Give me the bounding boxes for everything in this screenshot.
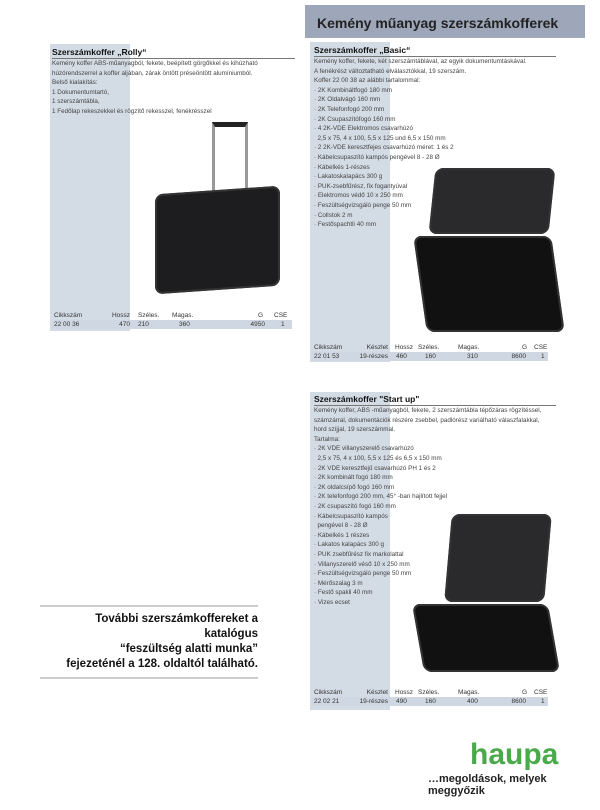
- table-row: [52, 320, 292, 329]
- col-header: CSE: [534, 344, 548, 351]
- startup-case-image: [412, 604, 560, 672]
- basic-table: [312, 343, 548, 361]
- table-row: [312, 352, 548, 361]
- cell: 4950: [250, 321, 265, 328]
- cell: 8600: [511, 698, 526, 705]
- description-line: · Collstok 2 m: [314, 211, 353, 219]
- description-line: hord szíjjal, 19 szerszámmal.: [314, 426, 396, 434]
- promo-line: “feszültség alatti munka”: [119, 643, 258, 655]
- cell: 8600: [511, 353, 526, 360]
- description-line: · PUK zsebfűrész fix markolattal: [314, 550, 404, 558]
- description-line: · 2K csupaszító fogó 160 mm: [314, 502, 396, 510]
- description-line: · Festőspachtli 40 mm: [314, 221, 376, 229]
- cell: 160: [425, 698, 436, 705]
- description-line: pengével 8 - 28 Ø: [314, 522, 368, 530]
- cell: 1: [541, 698, 545, 705]
- cell: 1: [541, 353, 545, 360]
- cell: 460: [396, 353, 407, 360]
- col-header: G: [522, 344, 528, 351]
- description-line: · Villanyszerelő véső 10 x 250 mm: [314, 560, 410, 568]
- section-title: Kemény műanyag szerszámkofferek: [317, 15, 559, 31]
- cell: 470: [119, 321, 130, 328]
- col-header: Hossz: [395, 344, 414, 351]
- description-line: · Kábelcsupaszító kampós: [314, 512, 388, 520]
- description-line: · Feszültségvizsgáló penge 50 mm: [314, 201, 412, 209]
- rolly-section: [52, 47, 295, 117]
- col-header: CSE: [274, 312, 288, 319]
- description-line: Koffer 22 00 38 az alábbi tartalommal:: [314, 77, 421, 85]
- promo-line: További szerszámkoffereket a katalógus: [95, 613, 258, 640]
- rolly-case-image: [155, 186, 280, 295]
- description-line: · Feszültségvizsgáló penge 50 mm: [314, 570, 412, 578]
- col-header: Széles.: [138, 312, 160, 319]
- col-header: Cikkszám: [54, 312, 83, 319]
- description-line: 2,5 x 75, 4 x 100, 5,5 x 125 és 6,5 x 150 mm: [314, 454, 442, 462]
- col-header: Hossz: [111, 312, 130, 319]
- description-line: · 2K telefonfogó 200 mm, 45° -ban hajlított fejjel: [314, 493, 448, 501]
- cell: 19-részes: [359, 353, 388, 360]
- description-line: · 2K Telefonfogó 200 mm: [314, 105, 385, 113]
- brand-tagline: …megoldások, melyek meggyőzik: [428, 773, 547, 797]
- col-header: CSE: [534, 689, 548, 696]
- description-line: · PUK-zsebfűrész, fix fogantyúval: [314, 182, 408, 190]
- cell: 22 02 21: [314, 698, 340, 705]
- description-line: Kemény koffer ABS-műanyagból, fekete, beépített görgőkkel és kihúzható: [52, 60, 258, 67]
- description-line: · Kábelcsupaszító kampós pengével 8 - 28 Ø: [314, 153, 440, 161]
- section-header: [305, 5, 585, 38]
- description-line: Kemény koffer, ABS -műanyagból, fekete, 2 szerszámtábla tépőzáras rögzítéssel,: [314, 407, 542, 414]
- description-line: · Elektromos védő 10 x 250 mm: [314, 192, 403, 200]
- description-line: 2,5 x 75, 4 x 100, 5,5 x 125 und 6,5 x 150 mm: [314, 134, 446, 142]
- startup-lid-image: [444, 514, 552, 602]
- description-line: 1 Fedőlap rekeszekkel és rögzítő rekesszel, fenékrésszel: [52, 107, 212, 115]
- rolly-handle-image: [212, 122, 248, 195]
- col-header: Készlet: [366, 689, 388, 696]
- promo-line: fejezeténél a 128. oldaltól található.: [66, 658, 258, 670]
- cell: 1: [281, 321, 285, 328]
- cell: 160: [425, 353, 436, 360]
- description-line: · Kábelkés 1 részes: [314, 531, 370, 539]
- description-line: · Mérőszalag 3 m: [314, 579, 363, 587]
- cell: 310: [467, 353, 478, 360]
- cell: 400: [467, 698, 478, 705]
- description-line: · 4 2K-VDE Elektromos csavarhúzó: [314, 125, 414, 133]
- col-header: Széles.: [418, 344, 440, 351]
- rolly-table: [52, 311, 292, 329]
- col-header: Hossz: [395, 689, 414, 696]
- cell: 19-részes: [359, 698, 388, 705]
- startup-table: [312, 688, 548, 706]
- description-line: · Vizes ecset: [314, 598, 350, 606]
- col-header: Széles.: [418, 689, 440, 696]
- description-line: · Kábelkés 1-részes: [314, 163, 370, 171]
- cell: 360: [179, 321, 190, 328]
- description-line: · Festő spakli 40 mm: [314, 589, 373, 597]
- description-line: A fenékrész változtatható elválasztókkal, 19 szerszám.: [314, 67, 467, 75]
- rolly-description: [52, 59, 295, 117]
- col-header: Magas.: [458, 689, 480, 696]
- rolly-title: Szerszámkoffer „Rolly“: [52, 47, 295, 59]
- description-line: · 2K oldalcsípő fogó 160 mm: [314, 483, 395, 491]
- col-header: G: [522, 689, 528, 696]
- description-line: 1 szerszámtábla,: [52, 98, 100, 106]
- basic-lid-image: [429, 168, 556, 234]
- description-line: Tartalma:: [314, 435, 340, 443]
- basic-case-image: [413, 236, 564, 332]
- description-line: · 2 2K-VDE keresztfejes csavarhúzó méret: 1 és 2: [314, 144, 454, 152]
- description-line: · 2K Kombináltfogó 180 mm: [314, 86, 393, 94]
- basic-title: Szerszámkoffer „Basic“: [314, 45, 556, 57]
- col-header: G: [258, 312, 264, 319]
- col-header: Készlet: [366, 344, 388, 351]
- cell: 490: [396, 698, 407, 705]
- haupa-logo: haupa: [470, 738, 559, 771]
- description-line: · 2K VDE keresztfejű csavarhúzó PH 1 és 2: [314, 464, 436, 472]
- col-header: Magas.: [458, 344, 480, 351]
- description-line: · 2K Oldalvágó 160 mm: [314, 96, 381, 104]
- cell: 22 01 53: [314, 353, 340, 360]
- description-line: Kemény koffer, fekete, két szerszámtáblával, az egyik dokumentumtáskával.: [314, 58, 527, 65]
- catalog-reference-note: [40, 605, 258, 679]
- description-line: számzárral, dokumentációk részére zsebbel, padlórész variálható válaszfalakkal,: [314, 416, 540, 424]
- cell: 210: [138, 321, 149, 328]
- description-line: · Lakatoskalapács 300 g: [314, 173, 383, 181]
- description-line: · 2K Csupaszítófogó 160 mm: [314, 115, 396, 123]
- description-line: Belső kialakítás:: [52, 79, 98, 87]
- col-header: Magas.: [172, 312, 194, 319]
- description-line: húzórendszerrel a koffer aljában, zárak öntött préseöntött alumíniumból.: [52, 69, 253, 77]
- startup-title: Szerszámkoffer "Start up": [314, 394, 556, 406]
- cell: 22 00 36: [54, 321, 80, 328]
- description-line: · 2K VDE villanyszerelő csavarhúzó: [314, 445, 414, 453]
- col-header: Cikkszám: [314, 689, 343, 696]
- description-line: 1 Dokumentumtartó,: [52, 88, 110, 96]
- table-row: [312, 697, 548, 706]
- description-line: · 2K kombinált fogó 180 mm: [314, 474, 393, 482]
- description-line: · Lakatos kalapács 300 g: [314, 541, 385, 549]
- col-header: Cikkszám: [314, 344, 343, 351]
